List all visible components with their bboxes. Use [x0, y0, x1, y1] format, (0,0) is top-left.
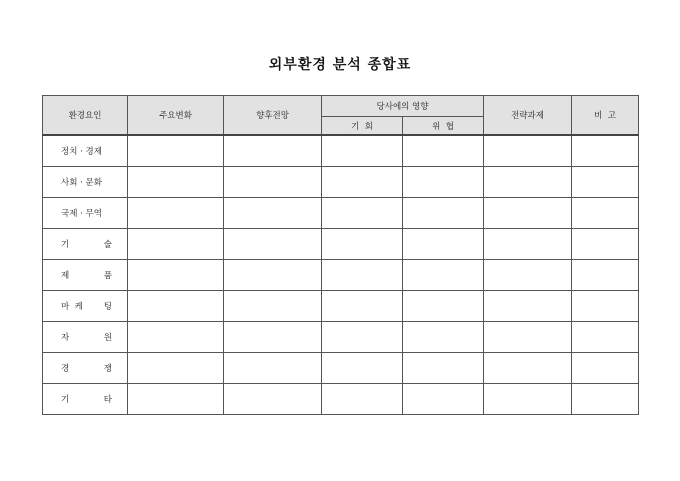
factor-label-end: 술 [103, 240, 112, 250]
empty-cell[interactable] [322, 260, 403, 291]
factor-cell [43, 384, 128, 415]
factor-cell [43, 229, 128, 260]
empty-cell[interactable] [128, 135, 224, 167]
empty-cell[interactable] [224, 322, 322, 353]
empty-cell[interactable] [128, 384, 224, 415]
factor-label-end: 품 [103, 271, 112, 281]
empty-cell[interactable] [572, 384, 639, 415]
empty-cell[interactable] [484, 167, 572, 198]
empty-cell[interactable] [322, 198, 403, 229]
factor-label: 국제 · 무역 [61, 209, 102, 219]
empty-cell[interactable] [403, 135, 484, 167]
table-row [43, 322, 639, 353]
factor-cell [43, 291, 128, 322]
table-row [43, 291, 639, 322]
empty-cell[interactable] [224, 353, 322, 384]
empty-cell[interactable] [403, 260, 484, 291]
table-row [43, 384, 639, 415]
factor-cell [43, 260, 128, 291]
empty-cell[interactable] [322, 135, 403, 167]
empty-cell[interactable] [403, 291, 484, 322]
empty-cell[interactable] [572, 353, 639, 384]
empty-cell[interactable] [403, 167, 484, 198]
empty-cell[interactable] [403, 322, 484, 353]
empty-cell[interactable] [322, 353, 403, 384]
header-factor: 환경요인 [43, 96, 128, 136]
factor-cell [43, 322, 128, 353]
header-remark: 비 고 [572, 96, 639, 136]
empty-cell[interactable] [128, 198, 224, 229]
empty-cell[interactable] [572, 260, 639, 291]
empty-cell[interactable] [224, 198, 322, 229]
factor-label: 기 [61, 240, 70, 250]
header-task: 전략과제 [484, 96, 572, 136]
empty-cell[interactable] [322, 291, 403, 322]
analysis-table [42, 95, 639, 415]
empty-cell[interactable] [572, 198, 639, 229]
table-row [43, 353, 639, 384]
factor-label-end: 원 [103, 333, 112, 343]
factor-label-end: 타 [103, 395, 112, 405]
empty-cell[interactable] [484, 260, 572, 291]
empty-cell[interactable] [322, 229, 403, 260]
factor-label: 마 케 [61, 302, 83, 312]
empty-cell[interactable] [128, 167, 224, 198]
empty-cell[interactable] [572, 229, 639, 260]
header-change: 주요변화 [128, 96, 224, 136]
empty-cell[interactable] [224, 384, 322, 415]
table-row [43, 229, 639, 260]
empty-cell[interactable] [224, 167, 322, 198]
header-outlook: 향후전망 [224, 96, 322, 136]
empty-cell[interactable] [322, 384, 403, 415]
factor-cell [43, 135, 128, 167]
empty-cell[interactable] [572, 167, 639, 198]
empty-cell[interactable] [572, 322, 639, 353]
empty-cell[interactable] [128, 353, 224, 384]
empty-cell[interactable] [224, 291, 322, 322]
factor-label: 제 [61, 271, 70, 281]
empty-cell[interactable] [128, 260, 224, 291]
table-row [43, 135, 639, 167]
empty-cell[interactable] [484, 291, 572, 322]
empty-cell[interactable] [484, 229, 572, 260]
table-row [43, 198, 639, 229]
header-impact: 당사에의 영향 [322, 96, 484, 117]
factor-cell [43, 167, 128, 198]
empty-cell[interactable] [224, 260, 322, 291]
header-threat: 위 협 [403, 117, 484, 136]
table-row [43, 167, 639, 198]
empty-cell[interactable] [128, 229, 224, 260]
empty-cell[interactable] [403, 229, 484, 260]
factor-cell [43, 198, 128, 229]
factor-cell [43, 353, 128, 384]
empty-cell[interactable] [403, 353, 484, 384]
empty-cell[interactable] [403, 198, 484, 229]
empty-cell[interactable] [572, 291, 639, 322]
empty-cell[interactable] [403, 384, 484, 415]
factor-label: 기 [61, 395, 70, 405]
factor-label: 정치 · 경제 [61, 147, 102, 157]
page-title: 외부환경 분석 종합표 [268, 57, 412, 73]
empty-cell[interactable] [572, 135, 639, 167]
factor-label-end: 쟁 [103, 364, 112, 374]
factor-label: 경 [61, 364, 70, 374]
empty-cell[interactable] [322, 167, 403, 198]
table-row [43, 260, 639, 291]
empty-cell[interactable] [484, 353, 572, 384]
header-opportunity: 기 회 [322, 117, 403, 136]
empty-cell[interactable] [484, 322, 572, 353]
factor-label-end: 팅 [103, 302, 112, 312]
factor-label: 사회 · 문화 [61, 178, 102, 188]
empty-cell[interactable] [224, 229, 322, 260]
empty-cell[interactable] [484, 384, 572, 415]
empty-cell[interactable] [224, 135, 322, 167]
empty-cell[interactable] [128, 322, 224, 353]
empty-cell[interactable] [128, 291, 224, 322]
empty-cell[interactable] [484, 135, 572, 167]
empty-cell[interactable] [322, 322, 403, 353]
factor-label: 자 [61, 333, 70, 343]
empty-cell[interactable] [484, 198, 572, 229]
